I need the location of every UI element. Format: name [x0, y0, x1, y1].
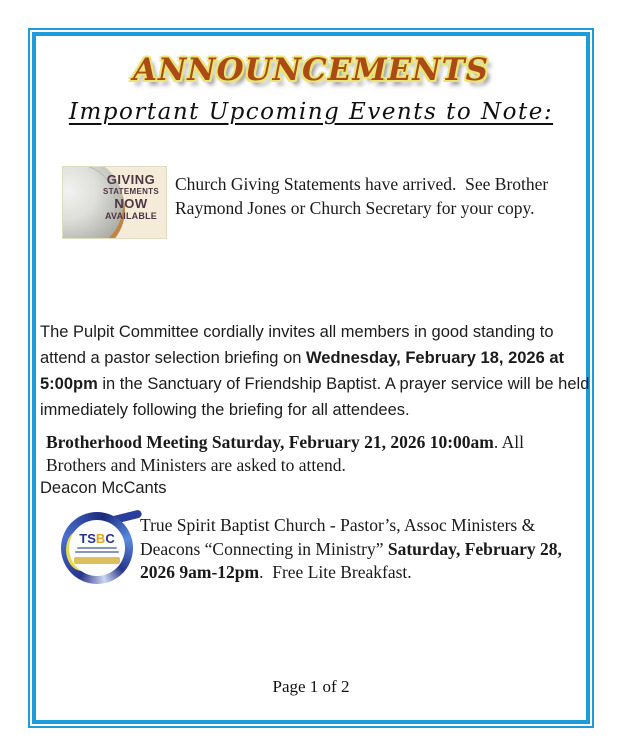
tsbc-letter: C — [105, 531, 115, 546]
tsbc-logo-image — [59, 507, 139, 589]
tsbc-logo-center — [69, 520, 125, 576]
giving-banner-line: AVAILABLE — [105, 211, 157, 221]
tsbc-letter: B — [95, 531, 106, 546]
brotherhood-meeting-paragraph: Brotherhood Meeting Saturday, February 21, 2026 10:00am. All Brothers and Ministers are asked to attend. — [46, 432, 529, 475]
page-number: Page 1 of 2 — [272, 677, 350, 696]
giving-banner-text — [98, 173, 164, 222]
pulpit-signature: Deacon McCants — [40, 479, 167, 497]
page-title: ANNOUNCEMENTS — [132, 52, 490, 88]
tsbc-microtext-line — [75, 551, 119, 553]
giving-statements-paragraph: Church Giving Statements have arrived. See Brother Raymond Jones or Church Secretary for your copy. — [175, 174, 553, 218]
tsbc-logo-letters — [79, 532, 114, 545]
giving-statements-image — [62, 166, 167, 239]
pulpit-committee-text: The Pulpit Committee cordially invites all members in good standing to attend a pastor selection briefing on Wednesday, February 18, 2026 at 5:00pm in the Sanctuary of Friendship Baptist. A prayer service will be held immediately following the briefing for all attendees. — [40, 323, 594, 419]
tsbc-letter: T — [79, 531, 88, 546]
giving-banner-line: NOW — [114, 196, 148, 211]
page-subtitle: Important Upcoming Events to Note: — [68, 99, 554, 125]
giving-banner-line: STATEMENTS — [102, 187, 160, 196]
tsbc-microtext-line — [77, 547, 117, 549]
tsbc-event-paragraph: True Spirit Baptist Church - Pastor’s, Assoc Ministers & Deacons “Connecting in Ministry” Saturday, February 28, 2026 9am-12pm. Free Lite Breakfast. — [140, 515, 567, 582]
giving-banner-line: GIVING — [106, 172, 156, 187]
tsbc-letter: S — [87, 531, 96, 546]
tsbc-banner-ribbon — [74, 557, 120, 564]
